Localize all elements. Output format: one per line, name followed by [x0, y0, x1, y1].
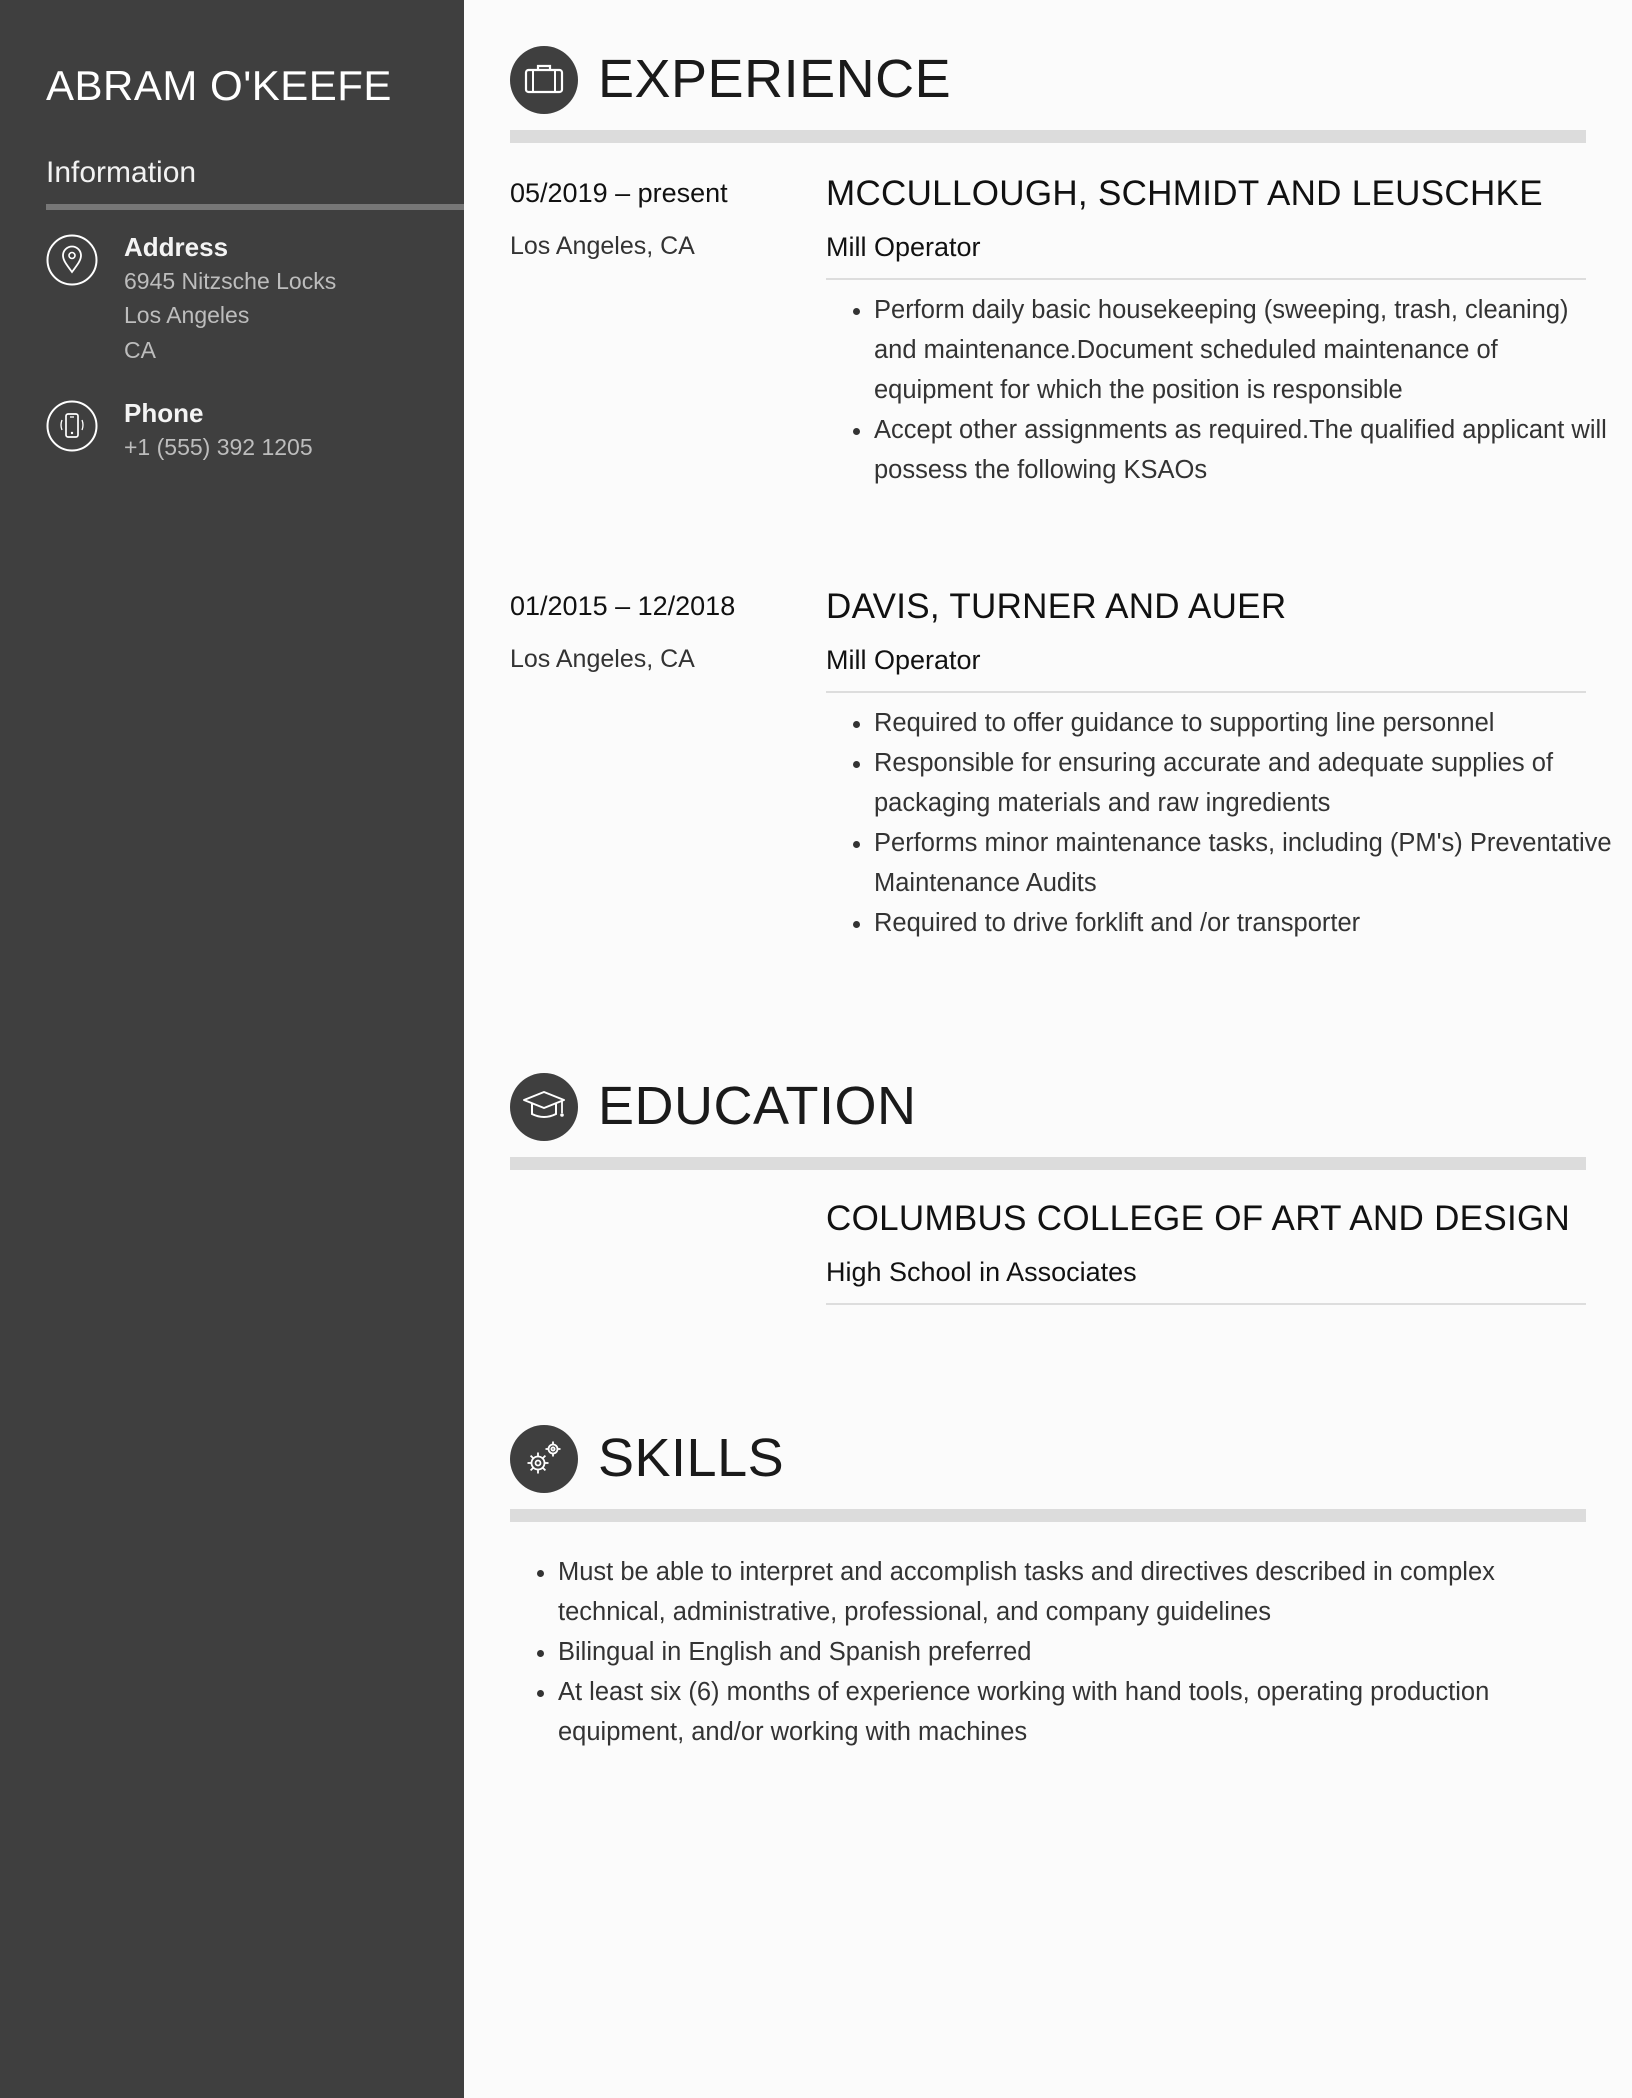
skills-header [510, 1425, 1586, 1515]
sidebar [0, 0, 464, 2098]
skill-item: • Must be able to interpret and accomplish tasks and directives described in complex technical, administrative, professional, and company guidelines [558, 1552, 1588, 1632]
skills-divider [510, 1509, 1586, 1522]
skill-item: • At least six (6) months of experience working with hand tools, operating production equipment, and/or working with machines [558, 1672, 1588, 1752]
experience-title: EXPERIENCE [598, 49, 952, 109]
education-title: EDUCATION [598, 1076, 917, 1136]
address-line-1: 6945 Nitzsche Locks [124, 268, 337, 294]
address-line-3: CA [124, 337, 156, 363]
skills-title: SKILLS [598, 1428, 785, 1488]
job-bullet: • Accept other assignments as required.The qualified applicant will possess the following KSAOs [874, 410, 1614, 490]
gears-icon [510, 1425, 578, 1493]
job-company: DAVIS, TURNER AND AUER [826, 587, 1287, 626]
education-header [510, 1073, 1586, 1163]
address-line-2: Los Angeles [124, 302, 250, 328]
job-bullet: • Required to offer guidance to supporting line personnel [874, 703, 1614, 743]
job-role: Mill Operator [826, 232, 981, 262]
briefcase-icon [510, 46, 578, 114]
job-location: Los Angeles, CA [510, 645, 695, 673]
job-bullet: • Required to drive forklift and /or transporter [874, 903, 1614, 943]
job-divider [826, 691, 1586, 693]
phone-label: Phone [124, 398, 204, 428]
job-bullet: • Perform daily basic housekeeping (sweeping, trash, cleaning) and maintenance.Document scheduled maintenance of equipment for which the position is responsible [874, 290, 1614, 410]
graduation-cap-icon [510, 1073, 578, 1141]
skill-item: • Bilingual in English and Spanish preferred [558, 1632, 1588, 1672]
candidate-name: ABRAM O'KEEFE [46, 62, 392, 109]
job-location: Los Angeles, CA [510, 232, 695, 260]
information-heading: Information [46, 156, 197, 189]
education-divider [510, 1157, 1586, 1170]
map-pin-icon [46, 234, 98, 286]
skills-list [510, 1552, 1588, 1752]
job-bullets [826, 703, 1614, 943]
job-bullets [826, 290, 1614, 490]
experience-header [510, 46, 1586, 136]
job-divider [826, 278, 1586, 280]
experience-divider [510, 130, 1586, 143]
job-dates: 05/2019 – present [510, 178, 728, 208]
information-divider [46, 204, 464, 210]
education-school: COLUMBUS COLLEGE OF ART AND DESIGN [826, 1199, 1571, 1238]
job-role: Mill Operator [826, 645, 981, 675]
address-label: Address [124, 232, 229, 262]
job-bullet: • Responsible for ensuring accurate and adequate supplies of packaging materials and raw ingredients [874, 743, 1614, 823]
mobile-phone-icon [46, 400, 98, 452]
phone-value: +1 (555) 392 1205 [124, 434, 313, 460]
job-dates: 01/2015 – 12/2018 [510, 591, 736, 621]
job-bullet: • Performs minor maintenance tasks, including (PM's) Preventative Maintenance Audits [874, 823, 1614, 903]
education-degree: High School in Associates [826, 1257, 1137, 1287]
job-company: MCCULLOUGH, SCHMIDT AND LEUSCHKE [826, 174, 1543, 213]
education-divider-line [826, 1303, 1586, 1305]
